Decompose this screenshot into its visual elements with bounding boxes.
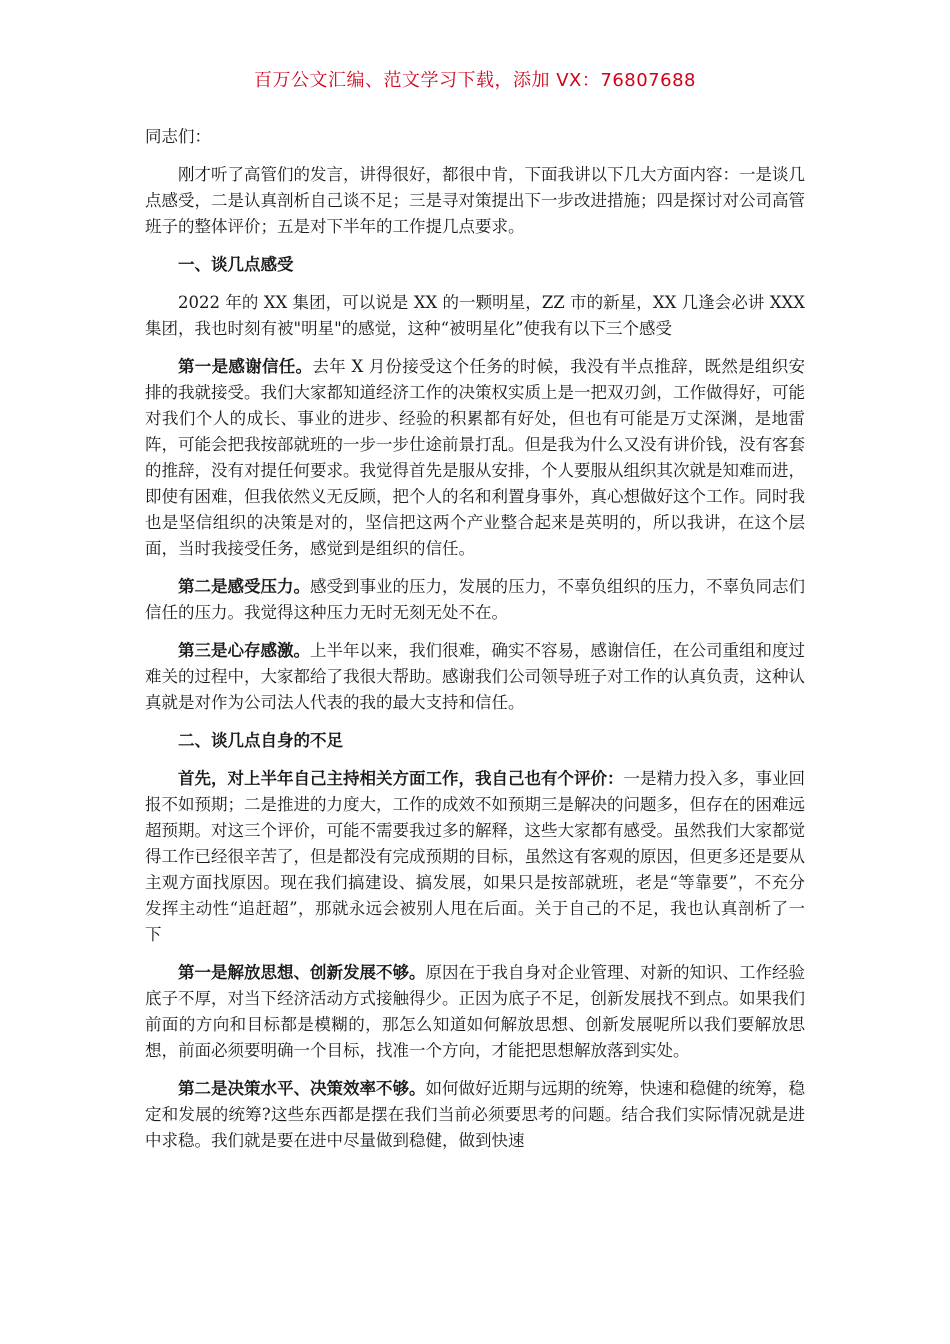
salutation: 同志们： [145, 127, 211, 146]
paragraph-lead: 第一是解放思想、创新发展不够。 [178, 963, 426, 982]
section2-paragraph-0 [145, 766, 805, 948]
section1-paragraph-2 [145, 574, 805, 626]
section1-paragraph-1 [145, 354, 805, 562]
paragraph-lead: 首先，对上半年自己主持相关方面工作，我自己也有个评价： [178, 769, 624, 788]
header-banner: 百万公文汇编、范文学习下载，添加 VX：76807688 [254, 70, 696, 91]
paragraph-lead: 第二是决策水平、决策效率不够。 [178, 1079, 426, 1098]
paragraph-lead: 第二是感受压力。 [178, 577, 310, 596]
paragraph-text: 一是精力投入多，事业回报不如预期；二是推进的力度大，工作的成效不如预期三是解决的问题多，但存在的困难远超预期。对这三个评价，可能不需要我过多的解释，这些大家都有感受。虽然我们大家都觉得工作已经很辛苦了，但是都没有完成预期的目标，虽然这有客观的原因，但更多还是要从主观方面找原因。现在我们搞建设、搞发展，如果只是按部就班，老是“等靠要”，不充分发挥主动性“追赶超”，那就永远会被别人甩在后面。关于自己的不足，我也认真剖析了一下 [145, 769, 805, 944]
paragraph-text: 上半年以来，我们很难，确实不容易，感谢信任，在公司重组和度过难关的过程中，大家都给了我很大帮助。感谢我们公司领导班子对工作的认真负责，这种认真就是对作为公司法人代表的我的最大支持和信任。 [145, 641, 805, 712]
document-body [145, 124, 805, 1166]
section1-paragraph-3 [145, 638, 805, 716]
section1-intro: 2022 年的 XX 集团，可以说是 XX 的一颗明星，ZZ 市的新星，XX 几逢会必讲 XXX 集团，我也时刻有被"明星"的感觉，这种“被明星化”使我有以下三个感受 [145, 293, 805, 338]
paragraph-lead: 第三是心存感激。 [178, 641, 310, 660]
section2-paragraph-2 [145, 1076, 805, 1154]
paragraph-text: 如何做好近期与远期的统筹，快速和稳健的统筹，稳定和发展的统筹?这些东西都是摆在我们当前必须要思考的问题。结合我们实际情况就是进中求稳。我们就是要在进中尽量做到稳健，做到快速 [145, 1079, 805, 1150]
paragraph-text: 原因在于我自身对企业管理、对新的知识、工作经验底子不厚，对当下经济活动方式接触得少。正因为底子不足，创新发展找不到点。如果我们前面的方向和目标都是模糊的，那怎么知道如何解放思想、创新发展呢所以我们要解放思想，前面必须要明确一个目标，找准一个方向，才能把思想解放落到实处。 [145, 963, 805, 1060]
section2-heading: 二、谈几点自身的不足 [178, 731, 343, 750]
paragraph-lead: 第一是感谢信任。 [178, 357, 313, 376]
paragraph-text: 感受到事业的压力，发展的压力，不辜负组织的压力，不辜负同志们信任的压力。我觉得这种压力无时无刻无处不在。 [145, 577, 805, 622]
section2-paragraph-1 [145, 960, 805, 1064]
section1-heading: 一、谈几点感受 [178, 255, 294, 274]
intro-paragraph: 刚才听了高管们的发言，讲得很好，都很中肯，下面我讲以下几大方面内容：一是谈几点感受，二是认真剖析自己谈不足；三是寻对策提出下一步改进措施；四是探讨对公司高管班子的整体评价；五是对下半年的工作提几点要求。 [145, 165, 805, 236]
paragraph-text: 去年 X 月份接受这个任务的时候，我没有半点推辞，既然是组织安排的我就接受。我们大家都知道经济工作的决策权实质上是一把双刃剑，工作做得好，可能对我们个人的成长、事业的进步、经验的积累都有好处，但也有可能是万丈深渊，是地雷阵，可能会把我按部就班的一步一步仕途前景打乱。但是我为什么又没有讲价钱，没有客套的推辞，没有对提任何要求。我觉得首先是服从安排，个人要服从组织其次就是知难而进，即使有困难，但我依然义无反顾，把个人的名和利置身事外，真心想做好这个工作。同时我也是坚信组织的决策是对的，坚信把这两个产业整合起来是英明的，所以我讲，在这个层面，当时我接受任务，感觉到是组织的信任。 [145, 357, 805, 558]
